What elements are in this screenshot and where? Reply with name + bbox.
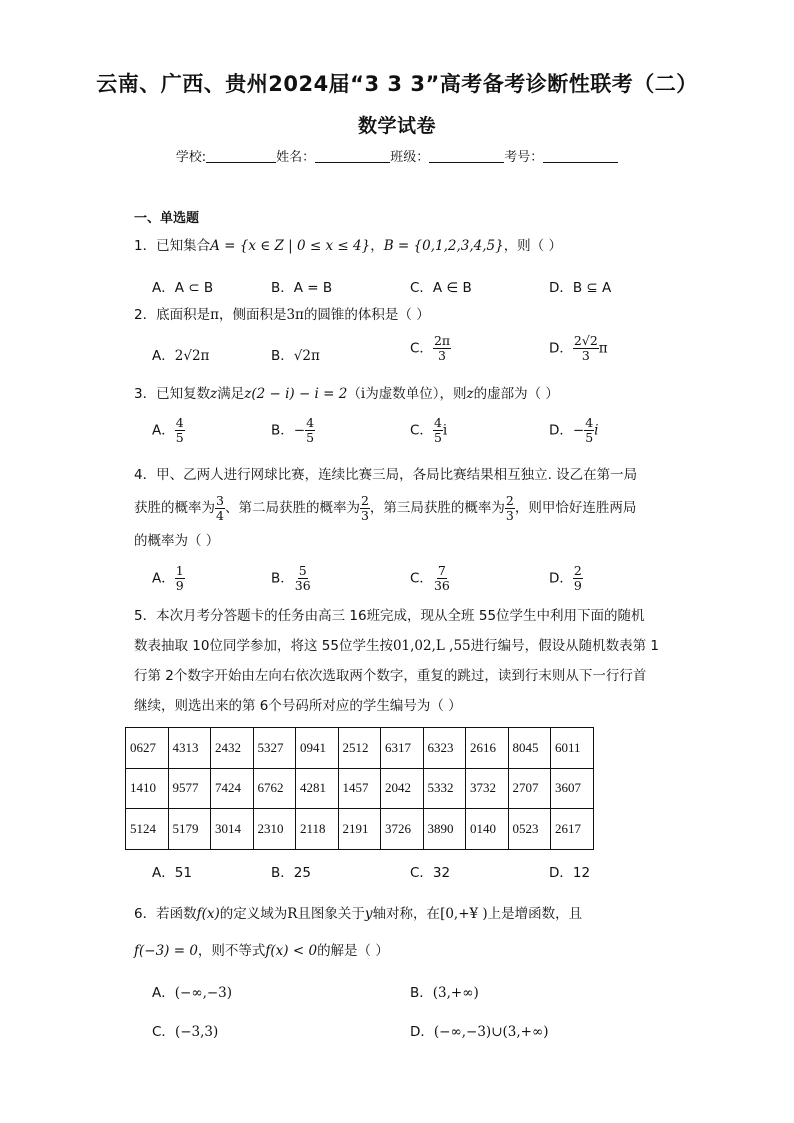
q2-pi: π xyxy=(210,307,219,323)
q6-text-b: 的定义域为 xyxy=(219,906,288,922)
q4-option-b-label: B． xyxy=(271,570,294,587)
q3-option-d xyxy=(549,416,599,445)
q1-tail: ，则（ ） xyxy=(503,238,562,254)
q4-option-c-num: 7 xyxy=(437,563,446,578)
q3-option-d-num: 4 xyxy=(585,415,594,430)
question-1 xyxy=(134,237,664,255)
q5-line-4: 继续，则选出来的第 6个号码所对应的学生编号为（ ） xyxy=(134,698,462,714)
q6-option-c-value: (−3,3) xyxy=(174,1024,219,1040)
q1-set-a: A = {x ∈ Z | 0 ≤ x ≤ 4} xyxy=(210,238,371,254)
section-title: 一、单选题 xyxy=(134,211,200,226)
q6-y: y xyxy=(364,906,373,922)
q4-option-b xyxy=(271,564,312,593)
question-2 xyxy=(134,306,664,324)
q3-option-d-label: D． xyxy=(549,422,573,439)
number-blank xyxy=(543,148,618,163)
q5-line-1: 5．本次月考分答题卡的任务由高三 16班完成，现从全班 55位学生中利用下面的随机 xyxy=(134,608,645,624)
q4-option-d xyxy=(549,564,583,593)
class-label: 班级： xyxy=(390,150,430,165)
table-row xyxy=(126,809,594,850)
q3-option-b-den: 5 xyxy=(306,430,315,445)
q4-option-c xyxy=(410,564,451,593)
q2-option-d-num: 2√2 xyxy=(573,333,598,348)
q3-z2: z xyxy=(466,386,474,402)
q4-line-2 xyxy=(134,490,664,526)
q4-frac2-den: 3 xyxy=(360,507,369,523)
q2-option-a-value: 2√2π xyxy=(174,348,210,364)
q4-option-a-label: A． xyxy=(152,570,175,587)
class-blank xyxy=(429,148,504,163)
question-4 xyxy=(134,460,664,556)
q6-option-d-value: (−∞,−3)∪(3,+∞) xyxy=(433,1024,549,1040)
q6-option-b-label: B． xyxy=(410,985,433,1001)
q3-equation: z(2 − i) − i = 2 xyxy=(244,386,348,402)
q3-option-a xyxy=(152,416,185,445)
table-cell: 7424 xyxy=(211,768,254,809)
table-cell: 1410 xyxy=(126,768,169,809)
q3-text-e: 的虚部为（ ） xyxy=(473,386,559,402)
table-cell: 4313 xyxy=(168,728,211,769)
q6-option-a xyxy=(152,981,232,1001)
table-cell: 3890 xyxy=(423,809,466,850)
q4-option-a-den: 9 xyxy=(175,578,184,593)
q6-text-g: 的解是（ ） xyxy=(317,943,389,959)
q4-line-3: 的概率为（ ） xyxy=(134,533,220,549)
q2-option-b xyxy=(271,344,320,364)
q6-option-c-label: C． xyxy=(152,1024,175,1040)
q2-three-pi: 3π xyxy=(286,307,304,323)
q6-text-c: 且图象关于 xyxy=(297,906,365,922)
q2-option-a-label: A． xyxy=(152,348,175,364)
q4-option-b-num: 5 xyxy=(298,563,307,578)
table-cell: 2310 xyxy=(253,809,296,850)
q4-frac1-den: 4 xyxy=(216,507,224,523)
q4-option-a-num: 1 xyxy=(175,563,184,578)
q2-option-c xyxy=(410,334,451,363)
q1-set-b: B = {0,1,2,3,4,5} xyxy=(383,238,504,254)
table-cell: 6317 xyxy=(381,728,424,769)
number-label: 考号： xyxy=(504,150,544,165)
table-row xyxy=(126,728,594,769)
table-row xyxy=(126,768,594,809)
q1-option-a: A．A ⊂ B xyxy=(152,280,214,296)
q2-option-b-label: B． xyxy=(271,348,294,364)
q3-option-b xyxy=(271,416,315,445)
q4-line-2b: 、第二局获胜的概率为 xyxy=(224,500,360,516)
q4-option-b-den: 36 xyxy=(294,578,311,593)
table-cell: 3732 xyxy=(466,768,509,809)
question-5 xyxy=(134,601,664,721)
q5-line-2a: 数表抽取 10位同学参加，将这 55位学生按 xyxy=(134,638,393,654)
page-subtitle: 数学试卷 xyxy=(357,115,436,137)
question-3 xyxy=(134,385,664,403)
q3-text-d: 为虚数单位），则 xyxy=(365,386,467,402)
q3-option-c xyxy=(410,416,447,445)
table-cell: 2512 xyxy=(338,728,381,769)
q6-option-a-value: (−∞,−3) xyxy=(174,985,233,1001)
q5-option-d: D．12 xyxy=(549,865,591,881)
q2-text-c: 的圆锥的体积是（ ） xyxy=(303,307,430,323)
table-cell: 2617 xyxy=(551,809,594,850)
q6-interval: [0,+¥ ) xyxy=(440,906,488,922)
name-blank xyxy=(315,148,390,163)
q3-text-c: （ xyxy=(347,386,361,402)
q2-option-d xyxy=(549,334,608,363)
q3-option-a-den: 5 xyxy=(175,430,184,445)
q4-option-d-num: 2 xyxy=(573,563,582,578)
table-cell: 6011 xyxy=(551,728,594,769)
table-cell: 5327 xyxy=(253,728,296,769)
student-info-line xyxy=(0,146,794,165)
q6-line-1 xyxy=(134,895,674,933)
table-cell: 3726 xyxy=(381,809,424,850)
q3-text-b: 满足 xyxy=(217,386,245,402)
q3-option-b-num: 4 xyxy=(306,415,315,430)
q2-option-a xyxy=(152,344,209,364)
q6-line-2 xyxy=(134,933,674,969)
q5-line-2 xyxy=(134,631,664,661)
q2-option-b-value: √2π xyxy=(293,348,320,364)
q3-option-a-num: 4 xyxy=(175,415,184,430)
q6-inequality: f(x) < 0 xyxy=(265,943,318,959)
question-6 xyxy=(134,895,674,969)
q4-option-c-label: C． xyxy=(410,570,433,587)
table-cell: 6323 xyxy=(423,728,466,769)
q6-option-b-value: (3,+∞) xyxy=(432,985,479,1001)
q4-option-d-label: D． xyxy=(549,570,573,587)
q4-frac2-num: 2 xyxy=(360,492,369,508)
q3-option-b-label: B． xyxy=(271,422,294,439)
random-number-table xyxy=(125,727,594,850)
table-cell: 2191 xyxy=(338,809,381,850)
q2-option-c-label: C． xyxy=(410,340,433,357)
table-cell: 2707 xyxy=(508,768,551,809)
table-cell: 1457 xyxy=(338,768,381,809)
q3-text-a: 3．已知复数 xyxy=(134,386,211,402)
q5-option-b: B．25 xyxy=(271,865,311,881)
q5-option-a: A．51 xyxy=(152,865,192,881)
q1-option-c: C．A ∈ B xyxy=(410,280,472,296)
q6-text-f: ，则不等式 xyxy=(197,943,266,959)
q5-line-2b: 进行编号，假设从随机数表第 1 xyxy=(470,638,660,654)
table-cell: 6762 xyxy=(253,768,296,809)
table-cell: 9577 xyxy=(168,768,211,809)
q3-option-c-label: C． xyxy=(410,422,433,439)
q6-fx: f(x) xyxy=(196,906,220,922)
q6-option-a-label: A． xyxy=(152,985,175,1001)
q4-frac1-num: 3 xyxy=(216,492,224,508)
q3-option-b-sign: − xyxy=(293,422,306,439)
q2-option-c-den: 3 xyxy=(438,348,446,363)
table-cell: 2616 xyxy=(466,728,509,769)
q4-line-2c: ，第三局获胜的概率为 xyxy=(369,500,505,516)
q4-option-d-den: 9 xyxy=(573,578,582,593)
q6-text-a: 6．若函数 xyxy=(134,906,197,922)
q3-z1: z xyxy=(210,386,218,402)
q4-line-2d: ，则甲恰好连胜两局 xyxy=(514,500,637,516)
q6-option-d xyxy=(410,1020,548,1040)
q3-option-a-label: A． xyxy=(152,422,175,439)
table-cell: 5179 xyxy=(168,809,211,850)
q3-option-d-den: 5 xyxy=(585,430,594,445)
school-blank xyxy=(206,148,276,163)
q6-text-e: 上是增函数，且 xyxy=(487,906,583,922)
q6-condition: f(−3) = 0 xyxy=(134,943,198,959)
q3-option-d-tail: i xyxy=(594,422,599,439)
q3-option-c-num: 4 xyxy=(433,415,442,430)
q2-option-d-label: D． xyxy=(549,340,573,357)
q4-line-1: 4．甲、乙两人进行网球比赛，连续比赛三局，各局比赛结果相互独立. 设乙在第一局 xyxy=(134,467,638,483)
q6-text-d: 轴对称，在 xyxy=(372,906,441,922)
q1-option-d: D．B ⊆ A xyxy=(549,280,612,296)
table-cell: 4281 xyxy=(296,768,339,809)
q1-option-b: B．A = B xyxy=(271,280,333,296)
table-cell: 5124 xyxy=(126,809,169,850)
q3-option-d-sign: − xyxy=(572,422,585,439)
table-cell: 3607 xyxy=(551,768,594,809)
q6-option-d-label: D． xyxy=(410,1024,434,1040)
q2-option-d-den: 3 xyxy=(581,348,590,363)
q6-option-c xyxy=(152,1020,218,1040)
table-cell: 5332 xyxy=(423,768,466,809)
q4-option-c-den: 36 xyxy=(433,578,450,593)
q1-sep: ， xyxy=(370,238,384,254)
q2-option-d-tail: π xyxy=(598,340,608,357)
table-cell: 0627 xyxy=(126,728,169,769)
q4-option-a xyxy=(152,564,185,593)
q5-line-3: 行第 2个数字开始由左向右依次选取两个数字，重复的跳过，读到行末则从下一行行首 xyxy=(134,668,647,684)
q3-i: i xyxy=(360,386,366,402)
q6-option-b xyxy=(410,981,479,1001)
q5-line-2m: 01,02,L ,55 xyxy=(392,638,471,654)
table-cell: 3014 xyxy=(211,809,254,850)
table-cell: 0140 xyxy=(466,809,509,850)
q5-option-c: C．32 xyxy=(410,865,451,881)
school-label: 学校: xyxy=(175,150,207,165)
q6-R: R xyxy=(287,906,298,922)
q3-option-c-den: 5 xyxy=(433,430,442,445)
table-cell: 0941 xyxy=(296,728,339,769)
name-label: 姓名： xyxy=(276,150,316,165)
table-cell: 2042 xyxy=(381,768,424,809)
page-title: 云南、广西、贵州2024届“3 3 3”高考备考诊断性联考（二） xyxy=(96,72,698,96)
q4-frac3-den: 3 xyxy=(505,507,514,523)
table-cell: 8045 xyxy=(508,728,551,769)
q4-frac3-num: 2 xyxy=(505,492,514,508)
q4-line-2a: 获胜的概率为 xyxy=(134,500,215,516)
table-cell: 2118 xyxy=(296,809,339,850)
q2-text-b: ，侧面积是 xyxy=(218,307,287,323)
table-cell: 0523 xyxy=(508,809,551,850)
q3-option-c-tail: i xyxy=(442,422,448,439)
q1-text: 1．已知集合 xyxy=(134,238,211,254)
q2-text-a: 2．底面积是 xyxy=(134,307,211,323)
table-cell: 2432 xyxy=(211,728,254,769)
q2-option-c-num: 2π xyxy=(433,333,451,348)
